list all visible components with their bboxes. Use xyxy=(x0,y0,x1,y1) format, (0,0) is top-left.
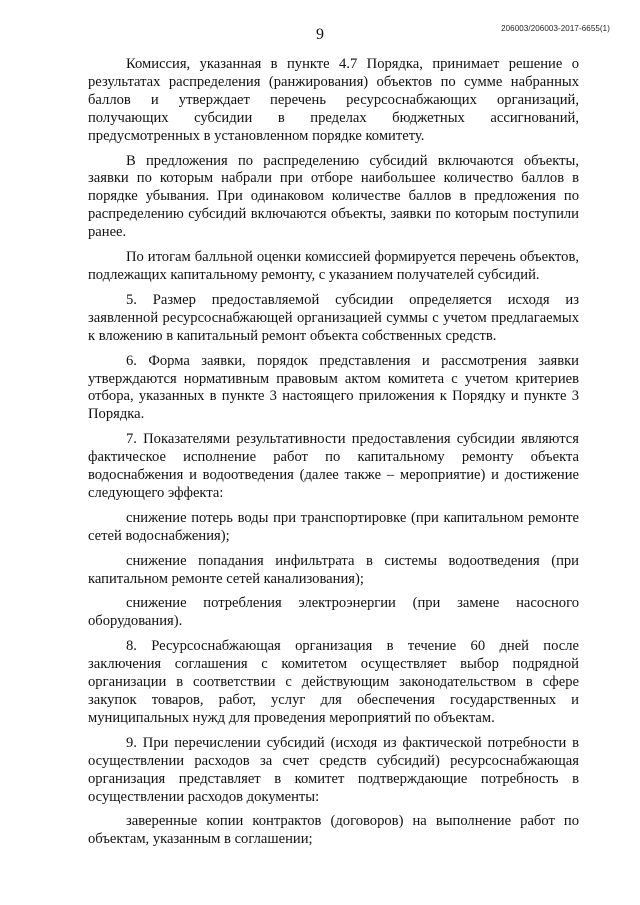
paragraph-effect-water-loss: снижение потерь воды при транспортировке (при капитальном ремонте сетей водоснабжения); xyxy=(88,509,579,544)
paragraph-item-6: 6. Форма заявки, порядок представления и рассмотрения заявки утверждаются нормативным правовым актом комитета с учетом критериев отбора, указанных в пункте 3 настоящего приложения к Порядку и пункте 3 Порядка. xyxy=(88,352,579,423)
paragraph-item-5: 5. Размер предоставляемой субсидии определяется исходя из заявленной ресурсоснабжающей организацией суммы с учетом предлагаемых к вложению в капитальный ремонт объекта собственных средств. xyxy=(88,291,579,344)
paragraph-item-7: 7. Показателями результативности предоставления субсидии являются фактическое исполнение работ по капитальному ремонту объекта водоснабжения и водоотведения (далее также – мероприятие) и достижение следующего эффекта: xyxy=(88,431,579,501)
document-body xyxy=(88,56,579,856)
paragraph-item-8: 8. Ресурсоснабжающая организация в течение 60 дней после заключения соглашения с комитетом осуществляет выбор подрядной организации в соответствии с действующим законодательством в сфере закупок товаров, работ, услуг для обеспечения государственных и муниципальных нужд для проведения мероприятий по объектам. xyxy=(88,638,579,726)
paragraph-subsidy-proposals: В предложения по распределению субсидий включаются объекты, заявки по которым набрали при отборе наибольшее количество баллов в порядке убывания. При одинаковом количестве баллов в предложения по распределению субсидий включаются объекты, заявки по которым поступили ранее. xyxy=(88,152,579,241)
paragraph-effect-electricity: снижение потребления электроэнергии (при замене насосного оборудования). xyxy=(88,595,579,630)
paragraph-item-9: 9. При перечислении субсидий (исходя из фактической потребности в осуществлении расходов за счет средств субсидий) ресурсоснабжающая организация представляет в комитет подтверждающие потребность в осуществлении расходов документы: xyxy=(88,734,579,805)
paragraph-ranking-results: По итогам балльной оценки комиссией формируется перечень объектов, подлежащих капитальному ремонту, с указанием получателей субсидий. xyxy=(88,249,579,283)
paragraph-commission-decision: Комиссия, указанная в пункте 4.7 Порядка, принимает решение о результатах распределения (ранжирования) объектов по сумме набранных баллов и утверждает перечень ресурсоснабжающих организаций, получающих субсидии в пределах бюджетных ассигнований, предусмотренных в установленном порядке комитету. xyxy=(88,56,579,144)
page-number: 9 xyxy=(316,26,324,43)
document-id: 206003/206003-2017-6655(1) xyxy=(501,24,610,33)
paragraph-contract-copies: заверенные копии контрактов (договоров) на выполнение работ по объектам, указанным в соглашении; xyxy=(88,813,579,848)
paragraph-effect-infiltrate: снижение попадания инфильтрата в системы водоотведения (при капитальном ремонте сетей канализования); xyxy=(88,552,579,587)
